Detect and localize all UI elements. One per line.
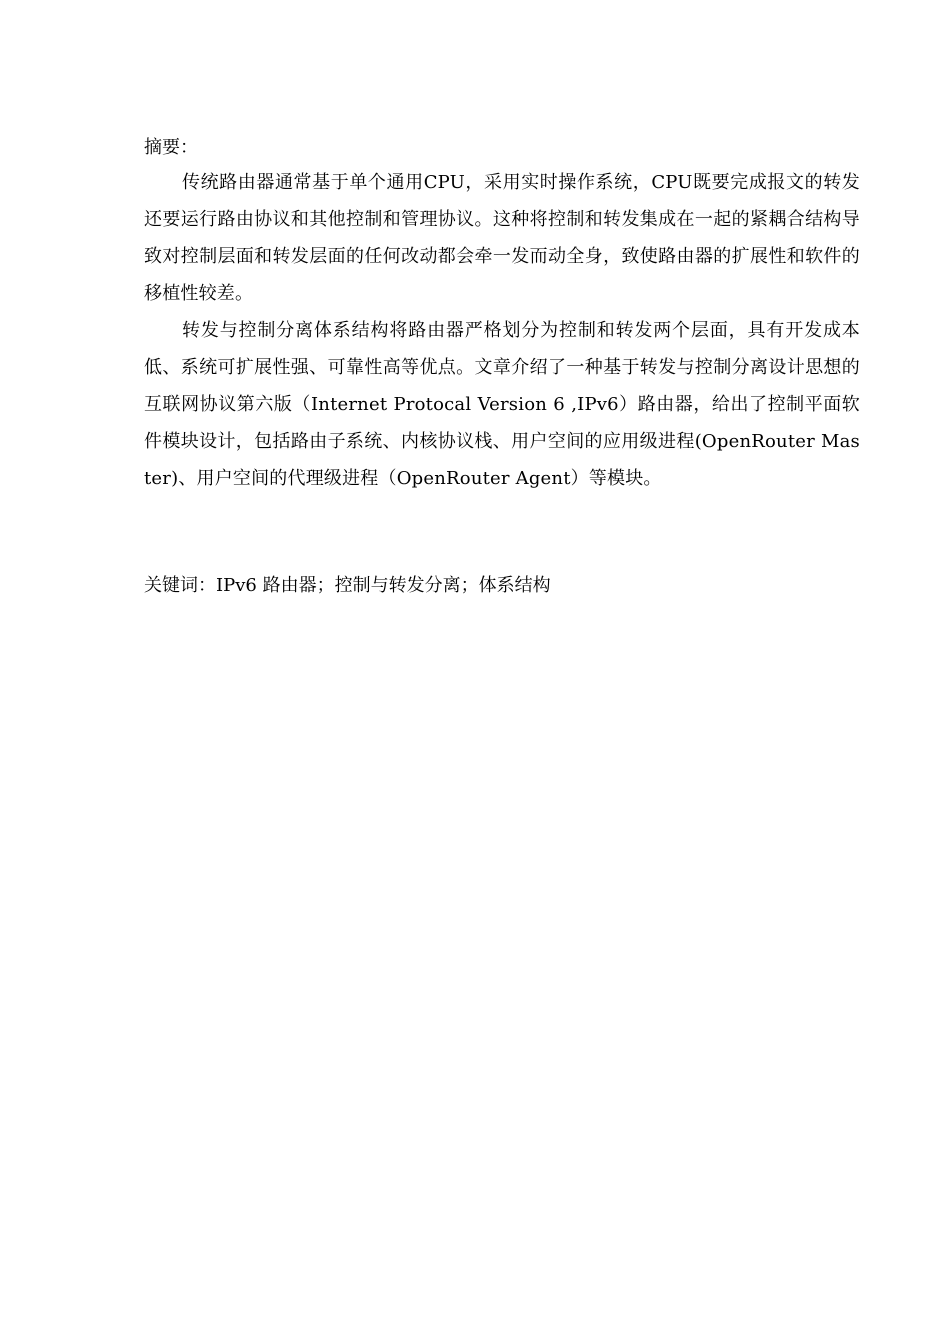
keywords-line (144, 574, 551, 598)
keywords-label: 关键词： (144, 575, 216, 596)
abstract-paragraph-2: 转发与控制分离体系结构将路由器严格划分为控制和转发两个层面，具有开发成本低、系统可扩展性强、可靠性高等优点。文章介绍了一种基于转发与控制分离设计思想的互联网协议第六版（Internet Protocal Version 6 ,IPv6）路由器，给出了控制平面软件模块设计，包括路由子系统、内核协议栈、用户空间的应用级进程(OpenRouter Master)、用户空间的代理级进程（OpenRouter Agent）等模块。 (144, 320, 860, 489)
abstract-paragraph-1: 传统路由器通常基于单个通用CPU，采用实时操作系统，CPU既要完成报文的转发还要运行路由协议和其他控制和管理协议。这种将控制和转发集成在一起的紧耦合结构导致对控制层面和转发层面的任何改动都会牵一发而动全身，致使路由器的扩展性和软件的移植性较差。 (144, 172, 860, 304)
abstract-heading: 摘要： (144, 137, 198, 158)
keywords-text: IPv6 路由器；控制与转发分离；体系结构 (216, 575, 551, 596)
